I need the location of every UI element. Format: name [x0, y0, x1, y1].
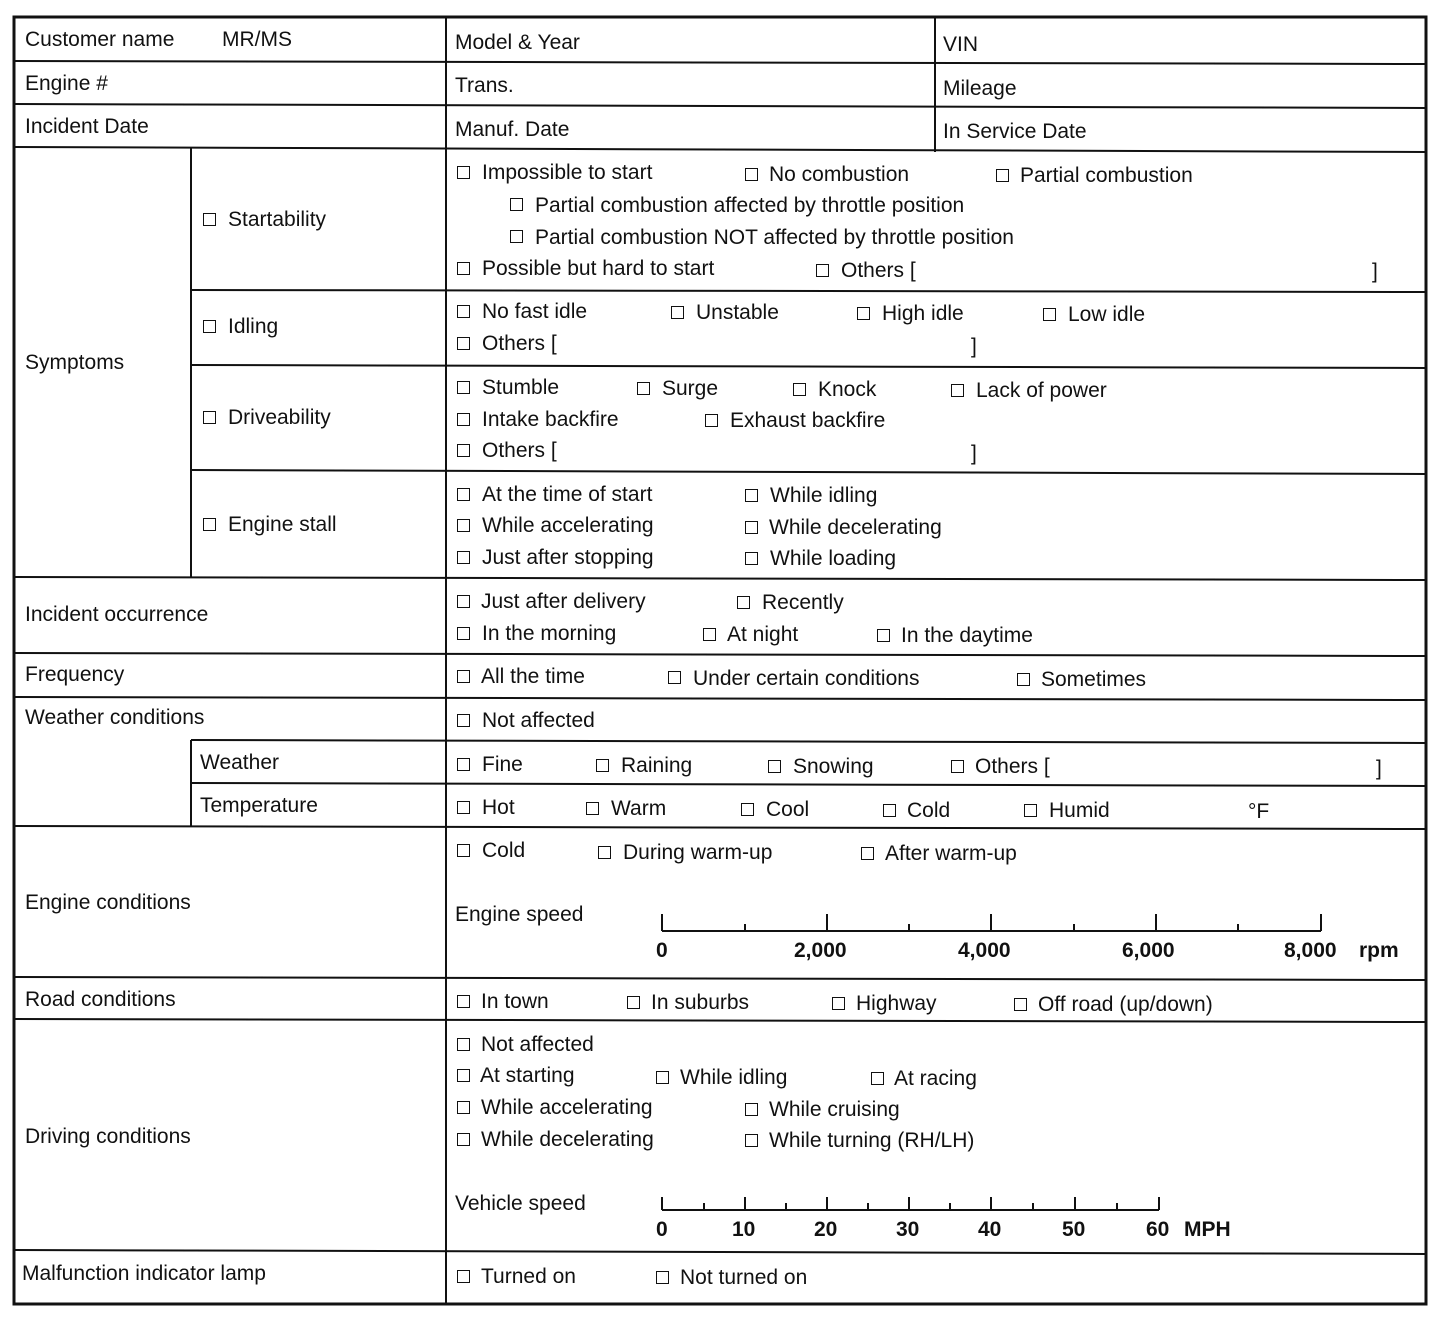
- at-racing-label: At racing: [894, 1067, 977, 1090]
- intake-backfire-label: Intake backfire: [482, 408, 619, 431]
- no-combustion-checkbox[interactable]: [745, 168, 758, 181]
- after-stopping-checkbox[interactable]: [457, 551, 470, 564]
- idling-others-label: Others [: [482, 332, 557, 355]
- unstable-label: Unstable: [696, 301, 779, 324]
- cool-label: Cool: [766, 798, 810, 821]
- vehicle-speed-tick-40: 40: [978, 1218, 1002, 1241]
- weather-not-affected-checkbox[interactable]: [457, 714, 470, 727]
- no-combustion-label: No combustion: [769, 163, 910, 186]
- daytime-label: In the daytime: [901, 624, 1033, 647]
- after-stopping-label: Just after stopping: [482, 546, 654, 569]
- raining-checkbox[interactable]: [596, 759, 609, 772]
- turned-on-label: Turned on: [481, 1265, 576, 1288]
- intake-backfire-checkbox[interactable]: [457, 413, 470, 426]
- driving-not-affected-label: Not affected: [481, 1033, 594, 1056]
- weather-label: Weather: [200, 751, 279, 774]
- humid-label: Humid: [1049, 799, 1110, 822]
- engine-speed-tick-8000: 8,000: [1284, 939, 1337, 962]
- engine-speed-tick-2000: 2,000: [794, 939, 847, 962]
- all-the-time-checkbox[interactable]: [457, 670, 470, 683]
- night-checkbox[interactable]: [703, 628, 716, 641]
- vin-label: VIN: [943, 33, 979, 56]
- in-service-date-label: In Service Date: [943, 120, 1087, 143]
- manuf-date-label: Manuf. Date: [455, 118, 570, 141]
- after-warmup-label: After warm-up: [885, 842, 1017, 865]
- not-turned-on-checkbox[interactable]: [656, 1271, 669, 1284]
- certain-conditions-label: Under certain conditions: [693, 667, 920, 690]
- stall-while-decelerating-label: While decelerating: [769, 516, 942, 539]
- turned-on-checkbox[interactable]: [457, 1270, 470, 1283]
- warm-checkbox[interactable]: [586, 802, 599, 815]
- driving-not-affected-checkbox[interactable]: [457, 1038, 470, 1051]
- idling-others-close: ]: [971, 335, 977, 358]
- in-suburbs-label: In suburbs: [651, 991, 750, 1014]
- incident-occurrence-label: Incident occurrence: [25, 603, 209, 626]
- warm-label: Warm: [611, 797, 667, 820]
- vehicle-speed-tick-30: 30: [896, 1218, 920, 1241]
- vehicle-speed-tick-0: 0: [656, 1218, 668, 1241]
- after-delivery-label: Just after delivery: [481, 590, 646, 613]
- daytime-checkbox[interactable]: [877, 629, 890, 642]
- engine-conditions-label: Engine conditions: [25, 891, 191, 914]
- low-idle-label: Low idle: [1068, 303, 1146, 326]
- sometimes-label: Sometimes: [1041, 668, 1147, 691]
- engine-number-label: Engine #: [25, 72, 108, 95]
- partial-not-affected-checkbox[interactable]: [510, 230, 523, 243]
- at-starting-label: At starting: [480, 1064, 575, 1087]
- stall-while-accelerating-label: While accelerating: [482, 514, 654, 537]
- frequency-label: Frequency: [25, 663, 125, 686]
- morning-label: In the morning: [482, 622, 617, 645]
- partial-affected-checkbox[interactable]: [510, 198, 523, 211]
- after-delivery-checkbox[interactable]: [457, 595, 470, 608]
- idling-label: Idling: [228, 315, 279, 338]
- fine-checkbox[interactable]: [457, 758, 470, 771]
- vehicle-speed-tick-60: 60: [1146, 1218, 1170, 1241]
- impossible-to-start-checkbox[interactable]: [457, 166, 470, 179]
- incident-date-label: Incident Date: [25, 115, 149, 138]
- surge-label: Surge: [662, 377, 719, 400]
- vehicle-speed-tick-50: 50: [1062, 1218, 1086, 1241]
- driving-while-accelerating-checkbox[interactable]: [457, 1101, 470, 1114]
- at-starting-checkbox[interactable]: [457, 1069, 470, 1082]
- raining-label: Raining: [621, 754, 693, 777]
- while-loading-checkbox[interactable]: [745, 552, 758, 565]
- engine-cold-label: Cold: [482, 839, 526, 862]
- cold-checkbox[interactable]: [883, 804, 896, 817]
- impossible-to-start-label: Impossible to start: [482, 161, 653, 184]
- low-idle-checkbox[interactable]: [1043, 308, 1056, 321]
- recently-label: Recently: [762, 591, 844, 614]
- while-turning-label: While turning (RH/LH): [769, 1129, 975, 1152]
- no-fast-idle-label: No fast idle: [482, 300, 588, 323]
- partial-combustion-label: Partial combustion: [1020, 164, 1193, 187]
- engine-speed-tick-0: 0: [656, 939, 668, 962]
- lack-of-power-label: Lack of power: [976, 379, 1107, 402]
- model-year-label: Model & Year: [455, 31, 580, 54]
- snowing-checkbox[interactable]: [768, 760, 781, 773]
- symptoms-label: Symptoms: [25, 351, 125, 374]
- after-warmup-checkbox[interactable]: [861, 847, 874, 860]
- highway-checkbox[interactable]: [832, 997, 845, 1010]
- driveability-others-label: Others [: [482, 439, 557, 462]
- at-time-of-start-label: At the time of start: [482, 483, 653, 506]
- hard-to-start-checkbox[interactable]: [457, 262, 470, 275]
- during-warmup-label: During warm-up: [623, 841, 773, 864]
- surge-checkbox[interactable]: [637, 382, 650, 395]
- weather-others-label: Others [: [975, 755, 1050, 778]
- partial-combustion-checkbox[interactable]: [996, 169, 1009, 182]
- at-time-of-start-checkbox[interactable]: [457, 488, 470, 501]
- in-town-checkbox[interactable]: [457, 995, 470, 1008]
- stall-while-accelerating-checkbox[interactable]: [457, 519, 470, 532]
- stall-while-idling-checkbox[interactable]: [745, 489, 758, 502]
- all-the-time-label: All the time: [481, 665, 585, 688]
- engine-speed-unit: rpm: [1359, 939, 1399, 962]
- startability-others-label: Others [: [841, 259, 916, 282]
- partial-not-affected-label: Partial combustion NOT affected by throttle position: [535, 226, 1014, 249]
- certain-conditions-checkbox[interactable]: [668, 671, 681, 684]
- mil-label: Malfunction indicator lamp: [22, 1262, 266, 1285]
- engine-speed-tick-4000: 4,000: [958, 939, 1011, 962]
- highway-label: Highway: [856, 992, 937, 1015]
- off-road-checkbox[interactable]: [1014, 998, 1027, 1011]
- engine-stall-checkbox[interactable]: [203, 518, 216, 531]
- sometimes-checkbox[interactable]: [1017, 673, 1030, 686]
- snowing-label: Snowing: [793, 755, 874, 778]
- humid-checkbox[interactable]: [1024, 804, 1037, 817]
- while-loading-label: While loading: [770, 547, 897, 570]
- startability-label: Startability: [228, 208, 327, 231]
- no-fast-idle-checkbox[interactable]: [457, 305, 470, 318]
- cold-label: Cold: [907, 799, 951, 822]
- knock-checkbox[interactable]: [793, 383, 806, 396]
- engine-speed-label: Engine speed: [455, 903, 584, 926]
- weather-others-close: ]: [1376, 757, 1382, 780]
- engine-cold-checkbox[interactable]: [457, 844, 470, 857]
- mr-ms-label: MR/MS: [222, 28, 292, 51]
- fine-label: Fine: [482, 753, 523, 776]
- exhaust-backfire-checkbox[interactable]: [705, 414, 718, 427]
- exhaust-backfire-label: Exhaust backfire: [730, 409, 886, 432]
- night-label: At night: [727, 623, 799, 646]
- driving-while-accelerating-label: While accelerating: [481, 1096, 653, 1119]
- startability-others-checkbox[interactable]: [816, 264, 829, 277]
- during-warmup-checkbox[interactable]: [598, 846, 611, 859]
- vehicle-speed-tick-20: 20: [814, 1218, 838, 1241]
- vehicle-speed-tick-10: 10: [732, 1218, 756, 1241]
- customer-name-label: Customer name: [25, 28, 175, 51]
- startability-others-close: ]: [1372, 260, 1378, 283]
- while-cruising-label: While cruising: [769, 1098, 900, 1121]
- driveability-checkbox[interactable]: [203, 411, 216, 424]
- road-conditions-label: Road conditions: [25, 988, 176, 1011]
- vehicle-speed-unit: MPH: [1184, 1218, 1231, 1241]
- driving-conditions-label: Driving conditions: [25, 1125, 191, 1148]
- in-town-label: In town: [481, 990, 549, 1013]
- not-turned-on-label: Not turned on: [680, 1266, 808, 1289]
- trans-label: Trans.: [455, 74, 514, 97]
- fahrenheit-unit: °F: [1248, 800, 1270, 823]
- stall-while-decelerating-checkbox[interactable]: [745, 521, 758, 534]
- while-turning-checkbox[interactable]: [745, 1134, 758, 1147]
- mileage-label: Mileage: [943, 77, 1017, 100]
- hard-to-start-label: Possible but hard to start: [482, 257, 715, 280]
- unstable-checkbox[interactable]: [671, 306, 684, 319]
- while-cruising-checkbox[interactable]: [745, 1103, 758, 1116]
- engine-speed-tick-6000: 6,000: [1122, 939, 1175, 962]
- high-idle-label: High idle: [882, 302, 964, 325]
- temperature-label: Temperature: [200, 794, 318, 817]
- idling-others-checkbox[interactable]: [457, 337, 470, 350]
- stumble-label: Stumble: [482, 376, 560, 399]
- stall-while-idling-label: While idling: [770, 484, 878, 507]
- driving-while-decelerating-label: While decelerating: [481, 1128, 654, 1151]
- lack-of-power-checkbox[interactable]: [951, 384, 964, 397]
- startability-checkbox[interactable]: [203, 213, 216, 226]
- weather-conditions-label: Weather conditions: [25, 706, 205, 729]
- idling-checkbox[interactable]: [203, 320, 216, 333]
- driveability-others-close: ]: [971, 442, 977, 465]
- recently-checkbox[interactable]: [737, 596, 750, 609]
- driveability-others-checkbox[interactable]: [457, 444, 470, 457]
- partial-affected-label: Partial combustion affected by throttle position: [535, 194, 965, 217]
- weather-not-affected-label: Not affected: [482, 709, 595, 732]
- knock-label: Knock: [818, 378, 877, 401]
- off-road-label: Off road (up/down): [1038, 993, 1213, 1016]
- vehicle-speed-scale: [662, 1197, 1159, 1210]
- engine-speed-scale: [662, 914, 1321, 931]
- hot-label: Hot: [482, 796, 515, 819]
- stumble-checkbox[interactable]: [457, 381, 470, 394]
- morning-checkbox[interactable]: [457, 627, 470, 640]
- at-racing-checkbox[interactable]: [871, 1072, 884, 1085]
- in-suburbs-checkbox[interactable]: [627, 996, 640, 1009]
- engine-stall-label: Engine stall: [228, 513, 337, 536]
- driveability-label: Driveability: [228, 406, 331, 429]
- high-idle-checkbox[interactable]: [857, 307, 870, 320]
- vehicle-speed-label: Vehicle speed: [455, 1192, 586, 1215]
- driving-while-idling-checkbox[interactable]: [656, 1071, 669, 1084]
- driving-while-decelerating-checkbox[interactable]: [457, 1133, 470, 1146]
- hot-checkbox[interactable]: [457, 801, 470, 814]
- cool-checkbox[interactable]: [741, 803, 754, 816]
- driving-while-idling-label: While idling: [680, 1066, 788, 1089]
- weather-others-checkbox[interactable]: [951, 760, 964, 773]
